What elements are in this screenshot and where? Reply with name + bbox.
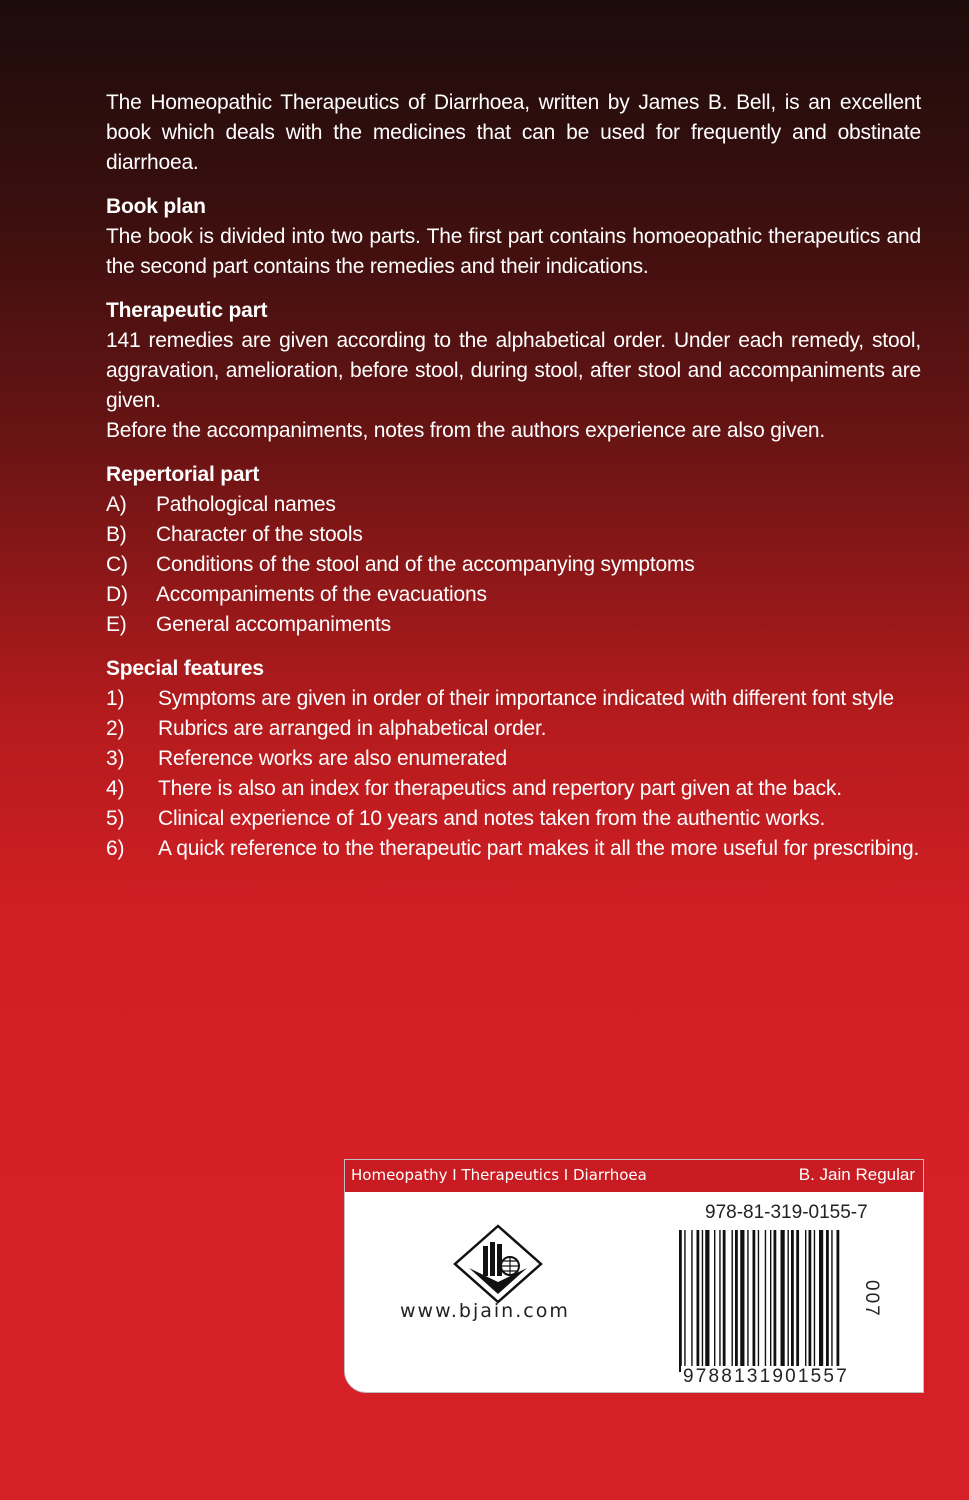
special-features-list xyxy=(106,684,921,864)
repertorial-part-heading: Repertorial part xyxy=(106,463,260,486)
list-text: There is also an index for therapeutics and repertory part given at the back. xyxy=(158,777,842,800)
therapeutic-part-heading: Therapeutic part xyxy=(106,299,268,322)
list-marker: 2) xyxy=(106,717,125,740)
list-item xyxy=(106,714,921,744)
list-text: Accompaniments of the evacuations xyxy=(156,583,487,606)
barcode-panel xyxy=(344,1159,924,1393)
list-text: A quick reference to the therapeutic part makes it all the more useful for prescribing. xyxy=(158,837,920,860)
repertorial-list xyxy=(106,490,921,640)
barcode-icon xyxy=(677,1230,882,1372)
website-url: www.bjain.com xyxy=(400,1300,570,1322)
book-plan-section xyxy=(106,192,921,282)
special-features-heading: Special features xyxy=(106,657,264,680)
list-text: Symptoms are given in order of their importance indicated with different font style xyxy=(158,687,894,710)
list-item xyxy=(106,520,921,550)
panel-header xyxy=(345,1160,923,1192)
bjain-logo-icon xyxy=(453,1224,543,1306)
isbn-number: 978-81-319-0155-7 xyxy=(705,1202,868,1223)
list-item xyxy=(106,744,921,774)
list-marker: B) xyxy=(106,523,127,546)
list-item xyxy=(106,684,921,714)
list-marker: 4) xyxy=(106,777,125,800)
list-item xyxy=(106,490,921,520)
list-text: Pathological names xyxy=(156,493,336,516)
therapeutic-part-note: Before the accompaniments, notes from the authors experience are also given. xyxy=(106,419,826,442)
list-text: Character of the stools xyxy=(156,523,363,546)
list-text: Reference works are also enumerated xyxy=(158,747,508,770)
special-features-section xyxy=(106,654,921,864)
intro-paragraph: The Homeopathic Therapeutics of Diarrhoea, written by James B. Bell, is an excellent book which deals with the medicines that can be used for frequently and obstinate diarrhoea. xyxy=(106,91,921,174)
list-item xyxy=(106,580,921,610)
therapeutic-part-text: 141 remedies are given according to the alphabetical order. Under each remedy, stool, aggravation, amelioration, before stool, during stool, after stool and accompaniments are given. xyxy=(106,329,921,412)
list-marker: D) xyxy=(106,583,128,606)
price-code: 007 xyxy=(861,1280,882,1318)
list-item xyxy=(106,834,921,864)
list-item xyxy=(106,804,921,834)
book-plan-heading: Book plan xyxy=(106,195,206,218)
list-marker: 6) xyxy=(106,837,125,860)
list-text: Rubrics are arranged in alphabetical order. xyxy=(158,717,547,740)
list-text: Conditions of the stool and of the accompanying symptoms xyxy=(156,553,695,576)
book-plan-text: The book is divided into two parts. The first part contains homoeopathic therapeutics and the second part contains the remedies and their indications. xyxy=(106,225,921,278)
list-marker: 1) xyxy=(106,687,125,710)
list-item xyxy=(106,610,921,640)
category-line: Homeopathy I Therapeutics I Diarrhoea xyxy=(351,1166,647,1184)
list-item xyxy=(106,550,921,580)
back-cover-text xyxy=(106,88,921,864)
list-marker: C) xyxy=(106,553,128,576)
list-text: General accompaniments xyxy=(156,613,391,636)
list-marker: 3) xyxy=(106,747,125,770)
repertorial-part-section xyxy=(106,460,921,640)
list-text: Clinical experience of 10 years and notes taken from the authentic works. xyxy=(158,807,826,830)
publisher-line: B. Jain Regular xyxy=(798,1165,915,1184)
list-item xyxy=(106,774,921,804)
barcode-digits: 9788131901557 xyxy=(683,1366,849,1387)
list-marker: 5) xyxy=(106,807,125,830)
therapeutic-part-section xyxy=(106,296,921,446)
list-marker: A) xyxy=(106,493,127,516)
list-marker: E) xyxy=(106,613,127,636)
